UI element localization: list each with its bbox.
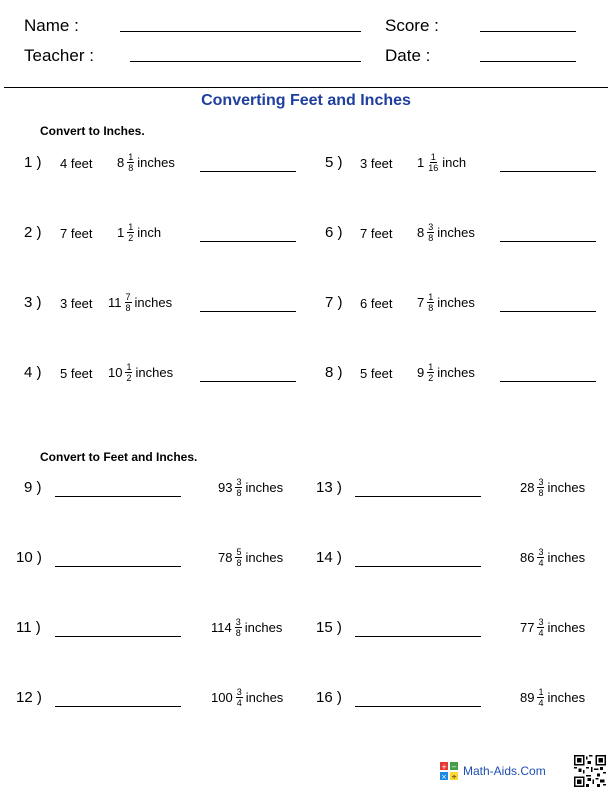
score-label: Score : [385,16,439,35]
fraction: $\frac{1}{8}$ [128,152,134,173]
feet-value: 3 feet [360,156,393,171]
fraction: $\frac{1}{8}$ [428,292,434,313]
unit-label: inches [547,690,586,705]
unit-label: inches [437,365,475,380]
problem-number: 9 ) [24,479,42,496]
fraction: $\frac{3}{8}$ [236,477,242,498]
answer-line[interactable] [355,636,481,637]
section-heading-to-feet-inches: Convert to Feet and Inches. [40,450,198,464]
qr-code-icon [574,755,606,787]
fraction: $\frac{1}{2}$ [126,362,132,383]
fraction: $\frac{3}{4}$ [538,617,544,638]
unit-label: inches [244,620,283,635]
problem-number: 11 ) [16,619,41,636]
svg-text:−: − [451,763,457,771]
whole-number: 86 [520,550,535,565]
svg-text:÷: ÷ [451,773,457,780]
feet-value: 4 feet [60,156,93,171]
problem-number: 4 ) [24,364,42,381]
feet-value: 7 feet [60,226,93,241]
problem-number: 10 ) [16,549,42,566]
feet-value: 5 feet [360,366,393,381]
unit-label: inches [437,225,475,240]
problem-row [0,292,606,316]
whole-number: 114 [211,620,232,635]
unit-label: inches [245,480,284,495]
unit-label: inches [137,155,175,170]
date-label: Date : [385,46,431,65]
inches-measure [417,362,475,383]
fraction: $\frac{1}{16}$ [428,152,439,173]
answer-line[interactable] [500,241,596,242]
problem-row [0,477,606,501]
feet-value: 5 feet [60,366,93,381]
feet-value: 6 feet [360,296,393,311]
answer-line[interactable] [500,381,596,382]
unit-label: inches [547,550,586,565]
whole-number: 89 [520,690,535,705]
unit-label: inch [442,155,467,170]
whole-number: 28 [520,480,535,495]
unit-label: inches [547,620,586,635]
name-blank[interactable] [120,31,361,32]
answer-line[interactable] [500,171,596,172]
name-label: Name : [24,16,79,35]
inches-measure [520,477,585,498]
problem-row [0,617,606,641]
whole-number: 78 [218,550,233,565]
problem-number: 15 ) [316,619,342,636]
teacher-label: Teacher : [24,46,94,65]
problem-row [0,687,606,711]
unit-label: inches [547,480,586,495]
problem-number: 7 ) [325,294,343,311]
feet-value: 7 feet [360,226,393,241]
unit-label: inches [245,550,284,565]
feet-value: 3 feet [60,296,93,311]
problem-number: 12 ) [16,689,42,706]
whole-number: 93 [218,480,233,495]
inches-measure [417,152,466,173]
fraction: $\frac{1}{4}$ [538,687,544,708]
inches-measure [520,547,585,568]
problem-number: 16 ) [316,689,342,706]
inches-measure [520,617,585,638]
problem-number: 1 ) [24,154,42,171]
problem-row [0,222,606,246]
whole-number: 9 [417,365,425,380]
calculator-logo-icon [440,762,458,780]
whole-number: 1 [117,225,125,240]
whole-number: 77 [520,620,535,635]
problem-number: 13 ) [316,479,342,496]
problem-row [0,362,606,386]
fraction: $\frac{3}{8}$ [428,222,434,243]
worksheet-title: Converting Feet and Inches [201,92,411,109]
svg-text:+: + [441,763,447,771]
inches-measure [417,222,475,243]
problem-row [0,547,606,571]
fraction: $\frac{3}{8}$ [538,477,544,498]
problem-number: 2 ) [24,224,42,241]
inches-measure [417,292,475,313]
answer-line[interactable] [500,311,596,312]
problem-number: 5 ) [325,154,343,171]
whole-number: 100 [211,690,233,705]
problem-number: 14 ) [316,549,342,566]
answer-line[interactable] [355,566,481,567]
answer-line[interactable] [355,706,481,707]
problem-number: 3 ) [24,294,42,311]
problem-number: 8 ) [325,364,343,381]
problem-row [0,152,606,176]
header-divider [4,87,608,88]
whole-number: 1 [417,155,425,170]
unit-label: inches [135,365,174,380]
whole-number: 8 [417,225,425,240]
date-blank[interactable] [480,61,576,62]
svg-text:×: × [441,773,447,780]
whole-number: 8 [117,155,125,170]
fraction: $\frac{3}{4}$ [538,547,544,568]
unit-label: inches [245,690,284,705]
whole-number: 7 [417,295,425,310]
section-heading-to-inches: Convert to Inches. [40,124,145,138]
unit-label: inch [137,225,162,240]
problem-number: 6 ) [325,224,343,241]
inches-measure [520,687,585,708]
answer-line[interactable] [355,496,481,497]
score-blank[interactable] [480,31,576,32]
unit-label: inches [437,295,475,310]
teacher-blank[interactable] [130,61,361,62]
fraction: $\frac{7}{8}$ [125,292,131,313]
whole-number: 10 [108,365,123,380]
fraction: $\frac{1}{2}$ [128,222,134,243]
fraction: $\frac{3}{8}$ [235,617,241,638]
fraction: $\frac{1}{2}$ [428,362,434,383]
fraction: $\frac{5}{8}$ [236,547,242,568]
whole-number: 11 [108,295,122,310]
site-link[interactable]: Math-Aids.Com [463,764,546,778]
fraction: $\frac{3}{4}$ [236,687,242,708]
unit-label: inches [134,295,173,310]
